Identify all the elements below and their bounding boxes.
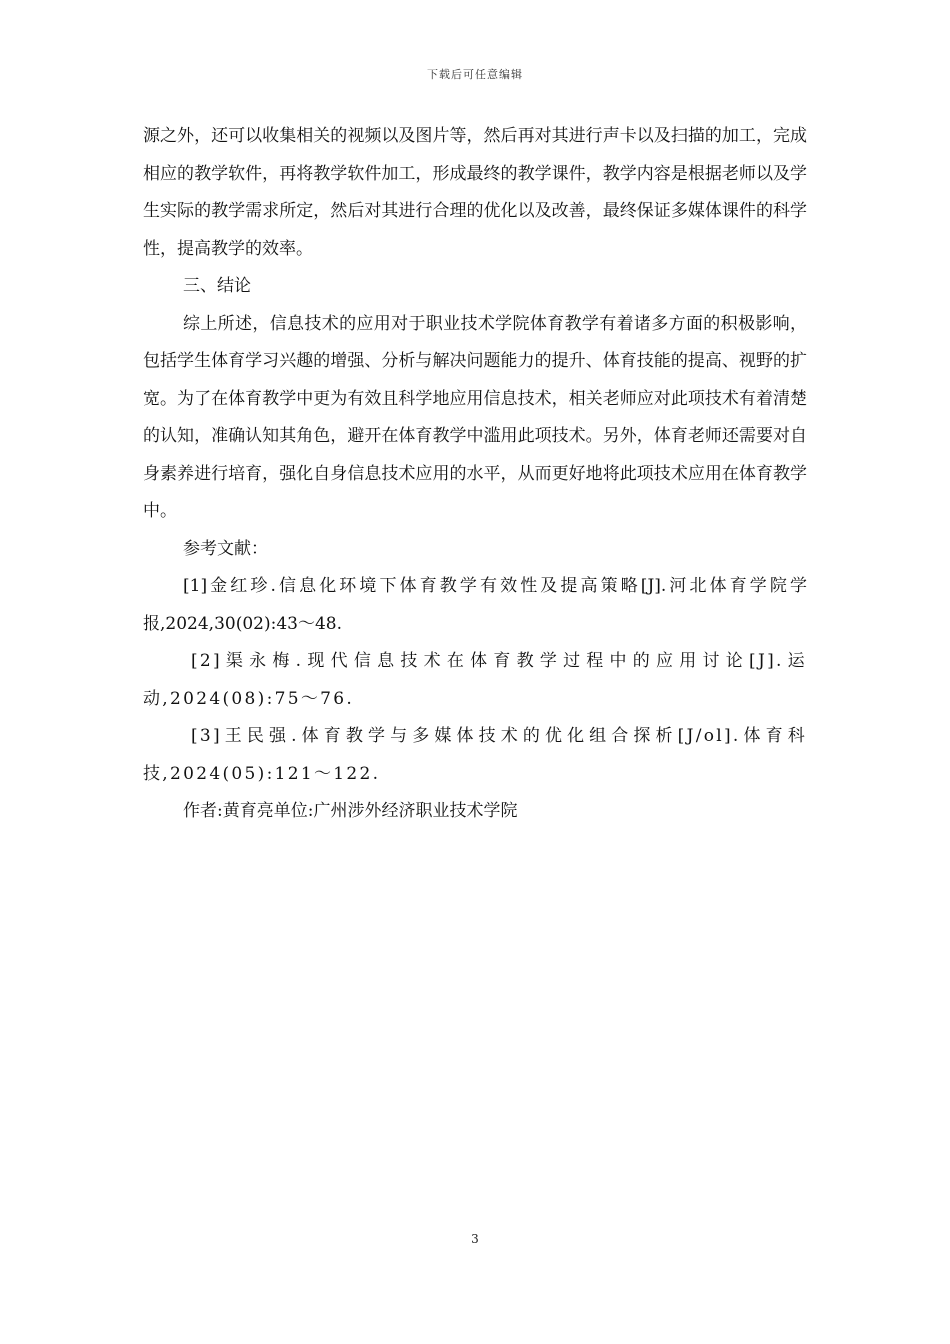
paragraph-conclusion: 综上所述，信息技术的应用对于职业技术学院体育教学有着诸多方面的积极影响，包括学生体育学习兴趣的增强、分析与解决问题能力的提升、体育技能的提高、视野的扩宽。为了在体育教学中更为有效且科学地应用信息技术，相关老师应对此项技术有着清楚的认知，准确认知其角色，避开在体育教学中滥用此项技术。另外，体育老师还需要对自身素养进行培育，强化自身信息技术应用的水平，从而更好地将此项技术应用在体育教学中。: [143, 313, 807, 521]
page-number: 3: [471, 1232, 479, 1246]
author-line: 作者:黄育亮单位:广州涉外经济职业技术学院: [183, 801, 518, 821]
reference-item-1: [1]金红珍.信息化环境下体育教学有效性及提高策略[J].河北体育学院学报,2024,30(02):43～48.: [143, 576, 807, 634]
section-heading-conclusion: 三、结论: [183, 276, 251, 296]
paragraph-continuation: 源之外，还可以收集相关的视频以及图片等，然后再对其进行声卡以及扫描的加工，完成相应的教学软件，再将教学软件加工，形成最终的教学课件，教学内容是根据老师以及学生实际的教学需求所定，然后对其进行合理的优化以及改善，最终保证多媒体课件的科学性，提高教学的效率。: [143, 126, 807, 259]
references-title: 参考文献：: [183, 538, 268, 559]
page-header: 下载后可任意编辑: [427, 68, 523, 81]
reference-item-3: [3]王民强.体育教学与多媒体技术的优化组合探析[J/ol].体育科技,2024(05):121～122.: [143, 726, 807, 784]
reference-item-2: [2]渠永梅.现代信息技术在体育教学过程中的应用讨论[J].运动,2024(08):75～76.: [143, 651, 807, 709]
document-body: [143, 118, 807, 831]
